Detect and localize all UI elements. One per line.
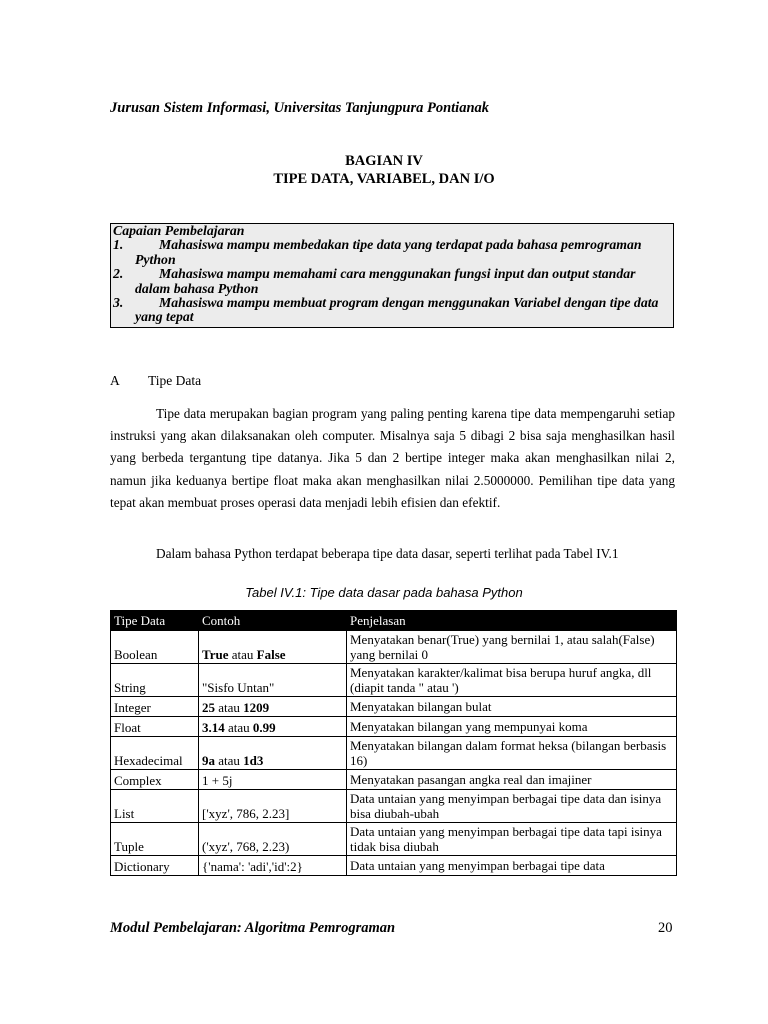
description-cell: Data untaian yang menyimpan berbagai tipe data [347, 856, 677, 876]
table-row [111, 631, 677, 664]
description-cell: Menyatakan bilangan bulat [347, 697, 677, 717]
outcome-text: Mahasiswa mampu membedakan tipe data yang terdapat pada bahasa pemrograman [159, 237, 642, 253]
page-number: 20 [658, 920, 673, 936]
example-value: 1d3 [243, 753, 264, 768]
example-cell [199, 737, 347, 770]
table-row [111, 664, 677, 697]
section-heading [110, 373, 201, 389]
section-letter: A [110, 373, 120, 388]
table-row [111, 790, 677, 823]
type-cell: String [111, 664, 199, 697]
example-cell [199, 856, 347, 876]
example-value: 9a [202, 753, 215, 768]
example-connector: atau [215, 753, 244, 768]
description-cell: Data untaian yang menyimpan berbagai tipe data dan isinya bisa diubah-ubah [347, 790, 677, 823]
learning-outcomes-heading: Capaian Pembelajaran [113, 223, 245, 238]
example-cell [199, 664, 347, 697]
data-types-table [110, 610, 677, 876]
description-cell: Data untaian yang menyimpan berbagai tipe data tapi isinya tidak bisa diubah [347, 823, 677, 856]
example-connector: atau [224, 720, 253, 735]
type-cell: Hexadecimal [111, 737, 199, 770]
learning-outcome-item [113, 296, 671, 310]
example-cell [199, 717, 347, 737]
example-connector: atau [215, 700, 244, 715]
example-text: ('xyz', 768, 2.23) [202, 839, 290, 854]
chapter-number: BAGIAN IV [345, 153, 423, 169]
example-text: ['xyz', 786, 2.23] [202, 806, 290, 821]
running-footer: Modul Pembelajaran: Algoritma Pemrograman [110, 920, 396, 936]
example-connector: atau [228, 647, 257, 662]
type-cell: Boolean [111, 631, 199, 664]
example-text: {'nama': 'adi','id':2} [202, 859, 303, 874]
column-header: Contoh [199, 611, 347, 631]
body-paragraph: Tipe data merupakan bagian program yang paling penting karena tipe data mempengaruhi setiap instruksi yang akan dilaksanakan oleh computer. Misalnya saja 5 dibagi 2 bisa saja menghasilkan hasil yang berbeda tergantung tipe datanya. Jika 5 dan 2 bertipe integer maka akan menghasilkan nilai 2, namun jika keduanya bertipe float maka akan menghasilkan nilai 2.5000000. Pemilihan tipe data yang tepat akan membuat proses operasi data menjadi lebih efisien dan efektif. [110, 406, 675, 510]
type-cell: Complex [111, 770, 199, 790]
table-row [111, 823, 677, 856]
description-cell: Menyatakan bilangan dalam format heksa (bilangan berbasis 16) [347, 737, 677, 770]
column-header: Penjelasan [347, 611, 677, 631]
example-value: 0.99 [252, 720, 276, 735]
outcome-text: Mahasiswa mampu membuat program dengan menggunakan Variabel dengan tipe data [159, 295, 659, 311]
description-cell: Menyatakan benar(True) yang bernilai 1, atau salah(False) yang bernilai 0 [347, 631, 677, 664]
outcome-text-continued: dalam bahasa Python [135, 280, 259, 296]
example-value: True [202, 647, 229, 662]
example-cell [199, 697, 347, 717]
learning-outcome-item [113, 267, 671, 281]
outcome-number: 1. [113, 237, 124, 253]
example-value: 1209 [243, 700, 270, 715]
description-cell: Menyatakan karakter/kalimat bisa berupa huruf angka, dll (diapit tanda " atau ') [347, 664, 677, 697]
example-value: 25 [202, 700, 215, 715]
outcome-text: Mahasiswa mampu memahami cara menggunakan fungsi input dan output standar [159, 266, 636, 282]
outcome-text-continued: yang tepat [135, 309, 194, 325]
type-cell: Dictionary [111, 856, 199, 876]
column-header: Tipe Data [111, 611, 199, 631]
table-row [111, 737, 677, 770]
table-row [111, 770, 677, 790]
table-header-row [111, 611, 677, 631]
table-row [111, 717, 677, 737]
description-cell: Menyatakan pasangan angka real dan imajiner [347, 770, 677, 790]
type-cell: Float [111, 717, 199, 737]
table-row [111, 856, 677, 876]
type-cell: Tuple [111, 823, 199, 856]
outcome-number: 3. [113, 295, 124, 311]
example-text: 1 + 5j [202, 773, 233, 788]
type-cell: List [111, 790, 199, 823]
example-value: False [256, 647, 286, 662]
example-cell [199, 790, 347, 823]
example-cell [199, 823, 347, 856]
example-text: "Sisfo Untan" [202, 680, 275, 695]
section-title: Tipe Data [148, 373, 202, 388]
table-caption: Tabel IV.1: Tipe data dasar pada bahasa Python [245, 585, 523, 600]
example-cell [199, 631, 347, 664]
outcome-text-continued: Python [135, 251, 176, 267]
running-header: Jurusan Sistem Informasi, Universitas Tanjungpura Pontianak [110, 100, 490, 116]
example-cell [199, 770, 347, 790]
description-cell: Menyatakan bilangan yang mempunyai koma [347, 717, 677, 737]
body-paragraph: Dalam bahasa Python terdapat beberapa tipe data dasar, seperti terlihat pada Tabel IV.1 [156, 546, 619, 561]
learning-outcomes-box [110, 223, 674, 328]
chapter-title: TIPE DATA, VARIABEL, DAN I/O [273, 171, 495, 187]
learning-outcome-item [113, 238, 671, 252]
outcome-number: 2. [113, 266, 124, 282]
type-cell: Integer [111, 697, 199, 717]
table-row [111, 697, 677, 717]
example-value: 3.14 [202, 720, 225, 735]
